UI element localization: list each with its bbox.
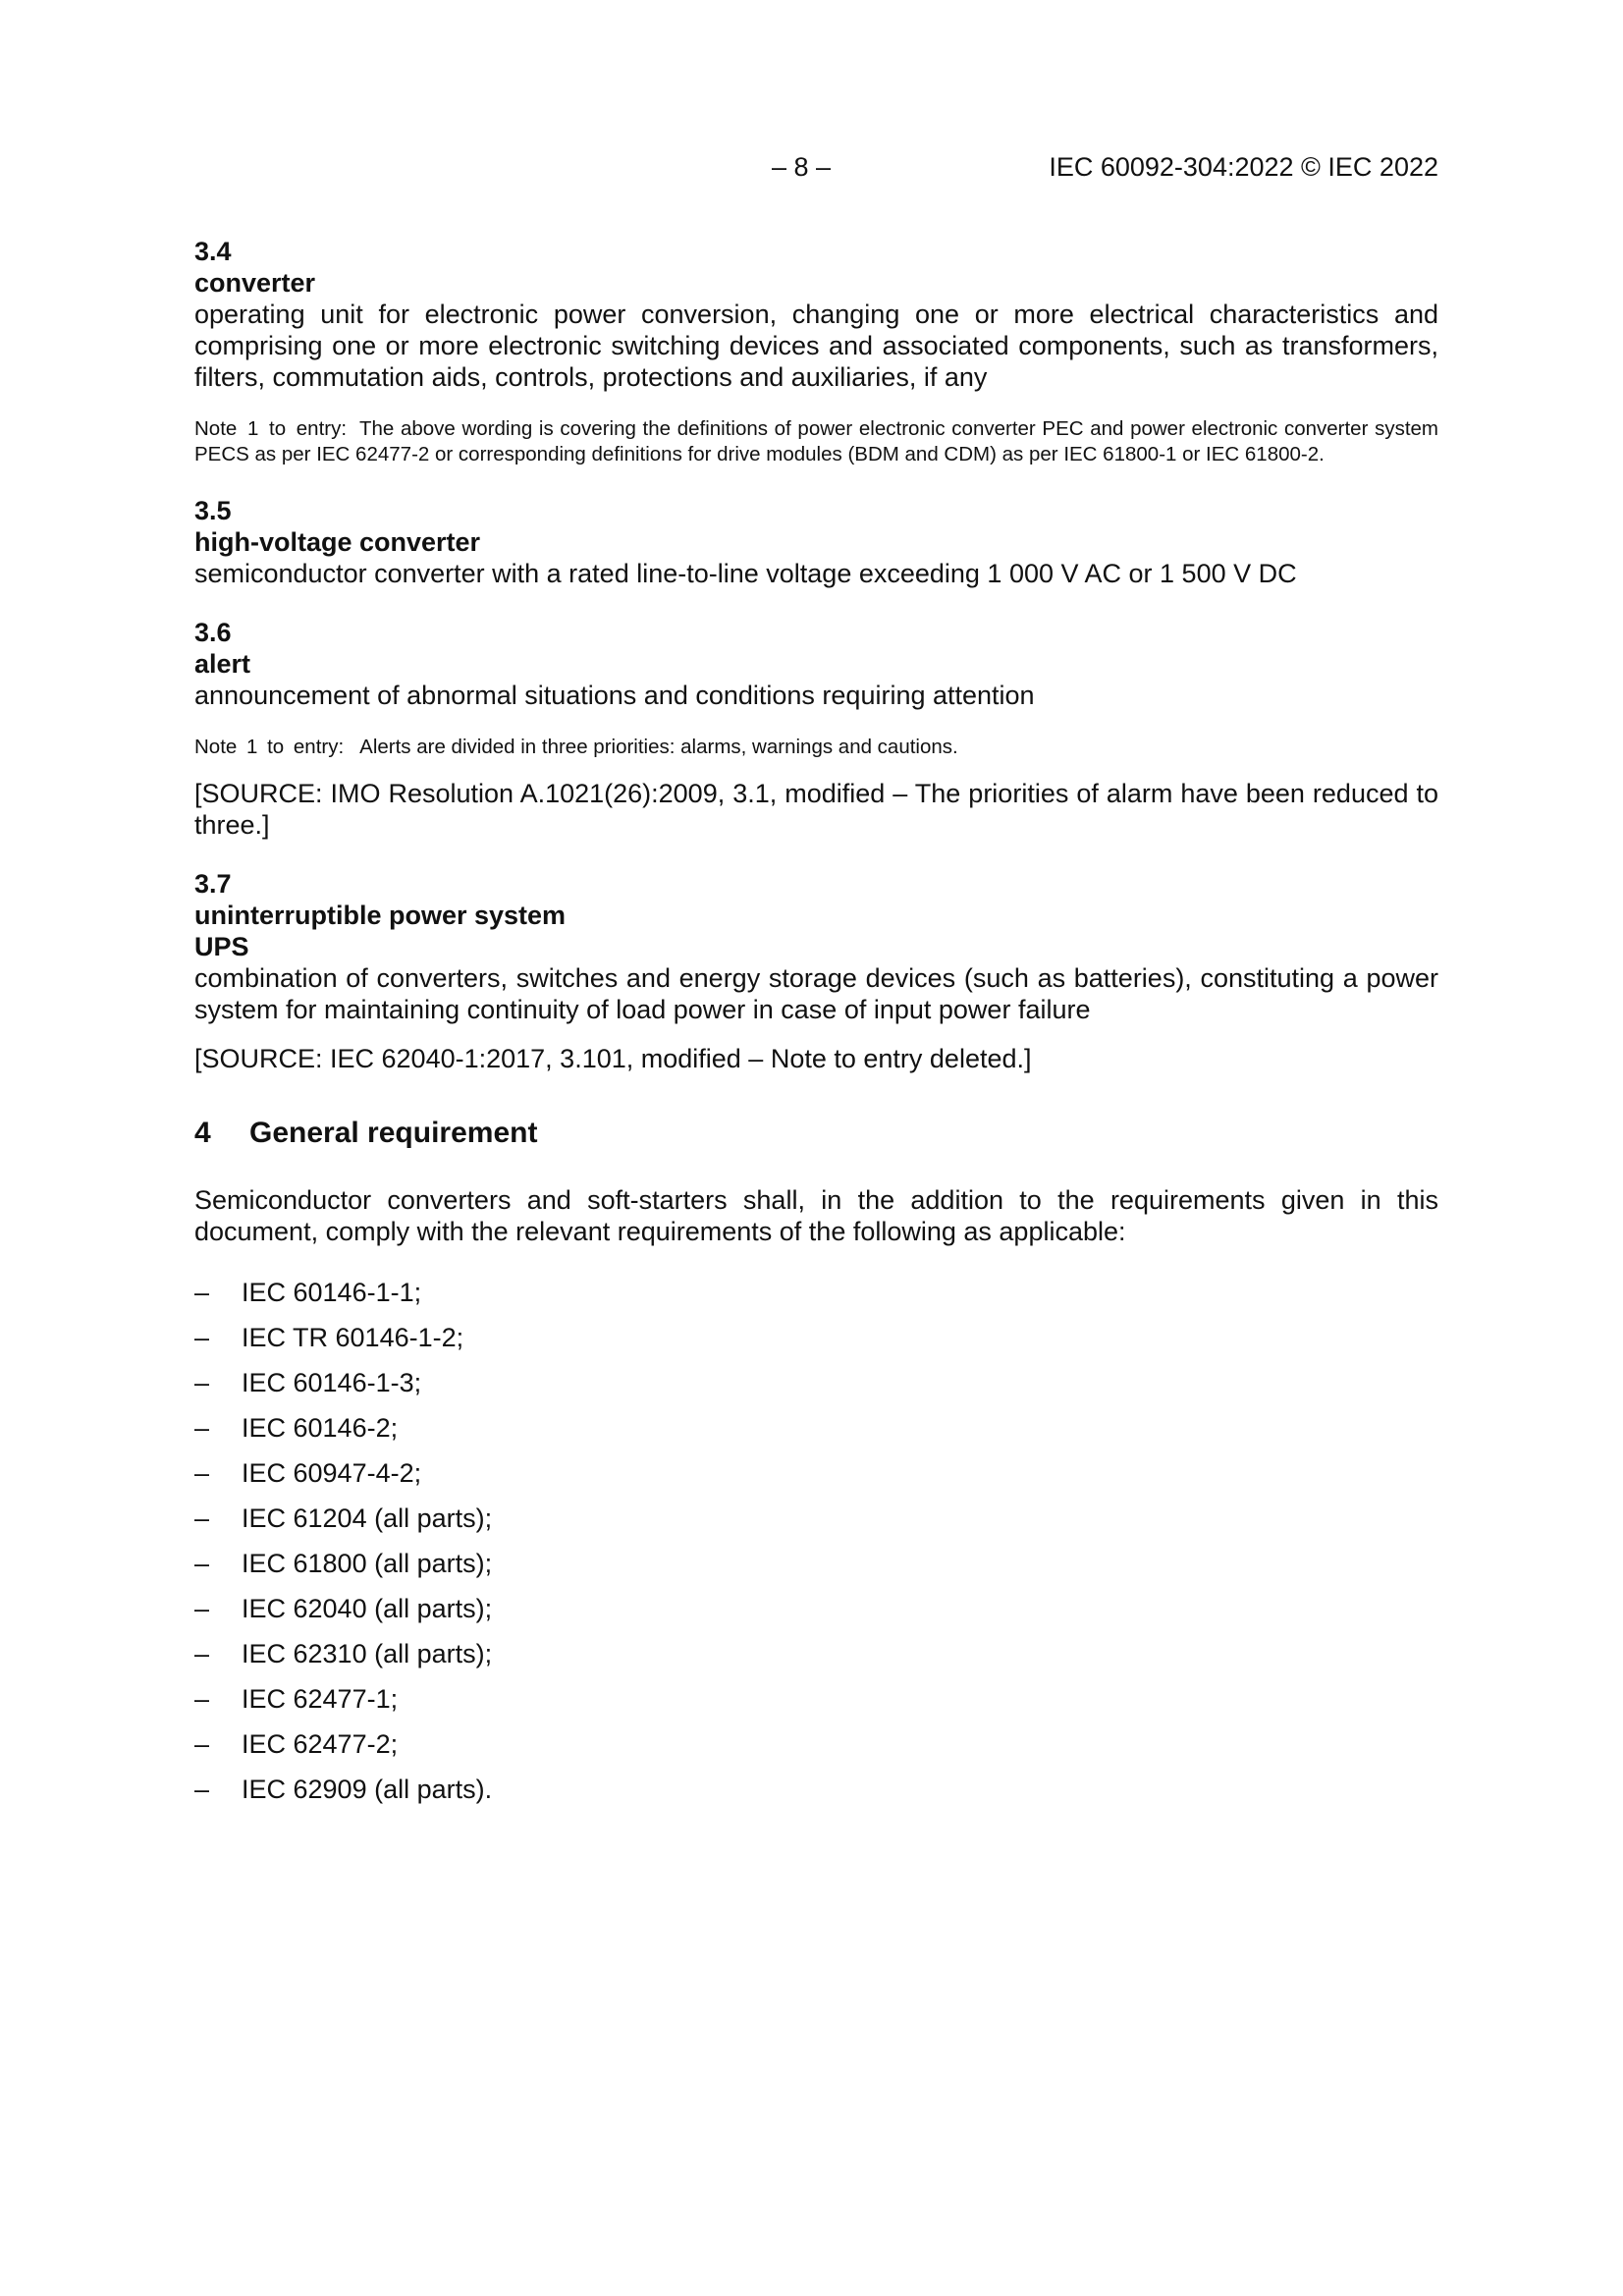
term-entry-3-5	[194, 495, 1438, 589]
list-dash: –	[194, 1684, 210, 1714]
list-dash: –	[194, 1729, 210, 1759]
entry-number: 3.5	[194, 496, 232, 525]
term-entry-3-4	[194, 236, 1438, 467]
entry-note	[194, 416, 1438, 467]
list-item-text: IEC 62909 (all parts).	[242, 1775, 493, 1804]
list-item	[194, 1770, 1438, 1815]
list-dash: –	[194, 1549, 210, 1578]
term-entry-3-6	[194, 617, 1438, 841]
list-item	[194, 1589, 1438, 1634]
list-item	[194, 1408, 1438, 1453]
list-item	[194, 1634, 1438, 1679]
list-dash: –	[194, 1413, 210, 1443]
list-item	[194, 1318, 1438, 1363]
entry-definition: combination of converters, switches and energy storage devices (such as batteries), constituting a power system for maintaining continuity of load power in case of input power failure	[194, 963, 1438, 1024]
list-item	[194, 1273, 1438, 1318]
list-item	[194, 1724, 1438, 1770]
entry-definition: announcement of abnormal situations and conditions requiring attention	[194, 681, 1035, 710]
entry-number: 3.4	[194, 237, 232, 266]
note-label: Note 1 to entry:	[194, 417, 348, 440]
list-item-text: IEC 61800 (all parts);	[242, 1549, 493, 1578]
entry-abbreviation: UPS	[194, 932, 249, 961]
page-number: – 8 –	[772, 152, 832, 182]
clause-intro: Semiconductor converters and soft-starters shall, in the addition to the requirements given in this document, comply with the relevant requirements of the following as applicable:	[194, 1185, 1438, 1246]
entry-source: [SOURCE: IEC 62040-1:2017, 3.101, modified – Note to entry deleted.]	[194, 1044, 1032, 1073]
entry-term: converter	[194, 268, 316, 298]
entry-term: high-voltage converter	[194, 527, 481, 557]
list-item-text: IEC 62040 (all parts);	[242, 1594, 493, 1623]
list-item-text: IEC 60947-4-2;	[242, 1458, 422, 1488]
list-dash: –	[194, 1639, 210, 1668]
clause-title: General requirement	[249, 1117, 538, 1149]
entry-definition: operating unit for electronic power conversion, changing one or more electrical characteristics and comprising one or more electronic switching devices and associated components, such as transformers, filters, commutation aids, controls, protections and auxiliaries, if any	[194, 300, 1438, 392]
entry-term: uninterruptible power system	[194, 901, 567, 930]
standards-list	[194, 1273, 1438, 1815]
list-dash: –	[194, 1775, 210, 1804]
list-dash: –	[194, 1323, 210, 1352]
list-item-text: IEC 61204 (all parts);	[242, 1503, 493, 1533]
list-item-text: IEC 62477-2;	[242, 1729, 399, 1759]
list-item-text: IEC 62310 (all parts);	[242, 1639, 493, 1668]
entry-number: 3.7	[194, 869, 232, 899]
note-text: The above wording is covering the definitions of power electronic converter PEC and power electronic converter system PECS as per IEC 62477-2 or corresponding definitions for drive modules (BDM and CDM) as per IEC 61800-1 or IEC 61800-2.	[194, 417, 1438, 465]
list-item	[194, 1453, 1438, 1499]
list-dash: –	[194, 1503, 210, 1533]
list-item	[194, 1679, 1438, 1724]
term-entry-3-7	[194, 868, 1438, 1074]
list-item	[194, 1544, 1438, 1589]
list-item-text: IEC 60146-1-3;	[242, 1368, 422, 1397]
document-reference: IEC 60092-304:2022 © IEC 2022	[1049, 152, 1438, 182]
entry-source: [SOURCE: IMO Resolution A.1021(26):2009, 3.1, modified – The priorities of alarm have been reduced to three.]	[194, 779, 1438, 840]
list-item	[194, 1363, 1438, 1408]
clause-heading	[194, 1118, 1438, 1149]
list-dash: –	[194, 1458, 210, 1488]
list-item-text: IEC 60146-1-1;	[242, 1278, 422, 1307]
list-item-text: IEC 62477-1;	[242, 1684, 399, 1714]
clause-number: 4	[194, 1117, 211, 1149]
note-label: Note 1 to entry:	[194, 736, 345, 758]
entry-note	[194, 735, 1438, 760]
note-text: Alerts are divided in three priorities: alarms, warnings and cautions.	[359, 736, 958, 758]
entry-definition: semiconductor converter with a rated line-to-line voltage exceeding 1 000 V AC or 1 500 V DC	[194, 559, 1297, 588]
entry-term: alert	[194, 649, 251, 679]
list-dash: –	[194, 1278, 210, 1307]
list-item	[194, 1499, 1438, 1544]
page-content	[194, 236, 1438, 1815]
entry-number: 3.6	[194, 618, 232, 647]
list-dash: –	[194, 1368, 210, 1397]
page-header	[0, 152, 1623, 191]
list-item-text: IEC 60146-2;	[242, 1413, 399, 1443]
list-dash: –	[194, 1594, 210, 1623]
list-item-text: IEC TR 60146-1-2;	[242, 1323, 464, 1352]
